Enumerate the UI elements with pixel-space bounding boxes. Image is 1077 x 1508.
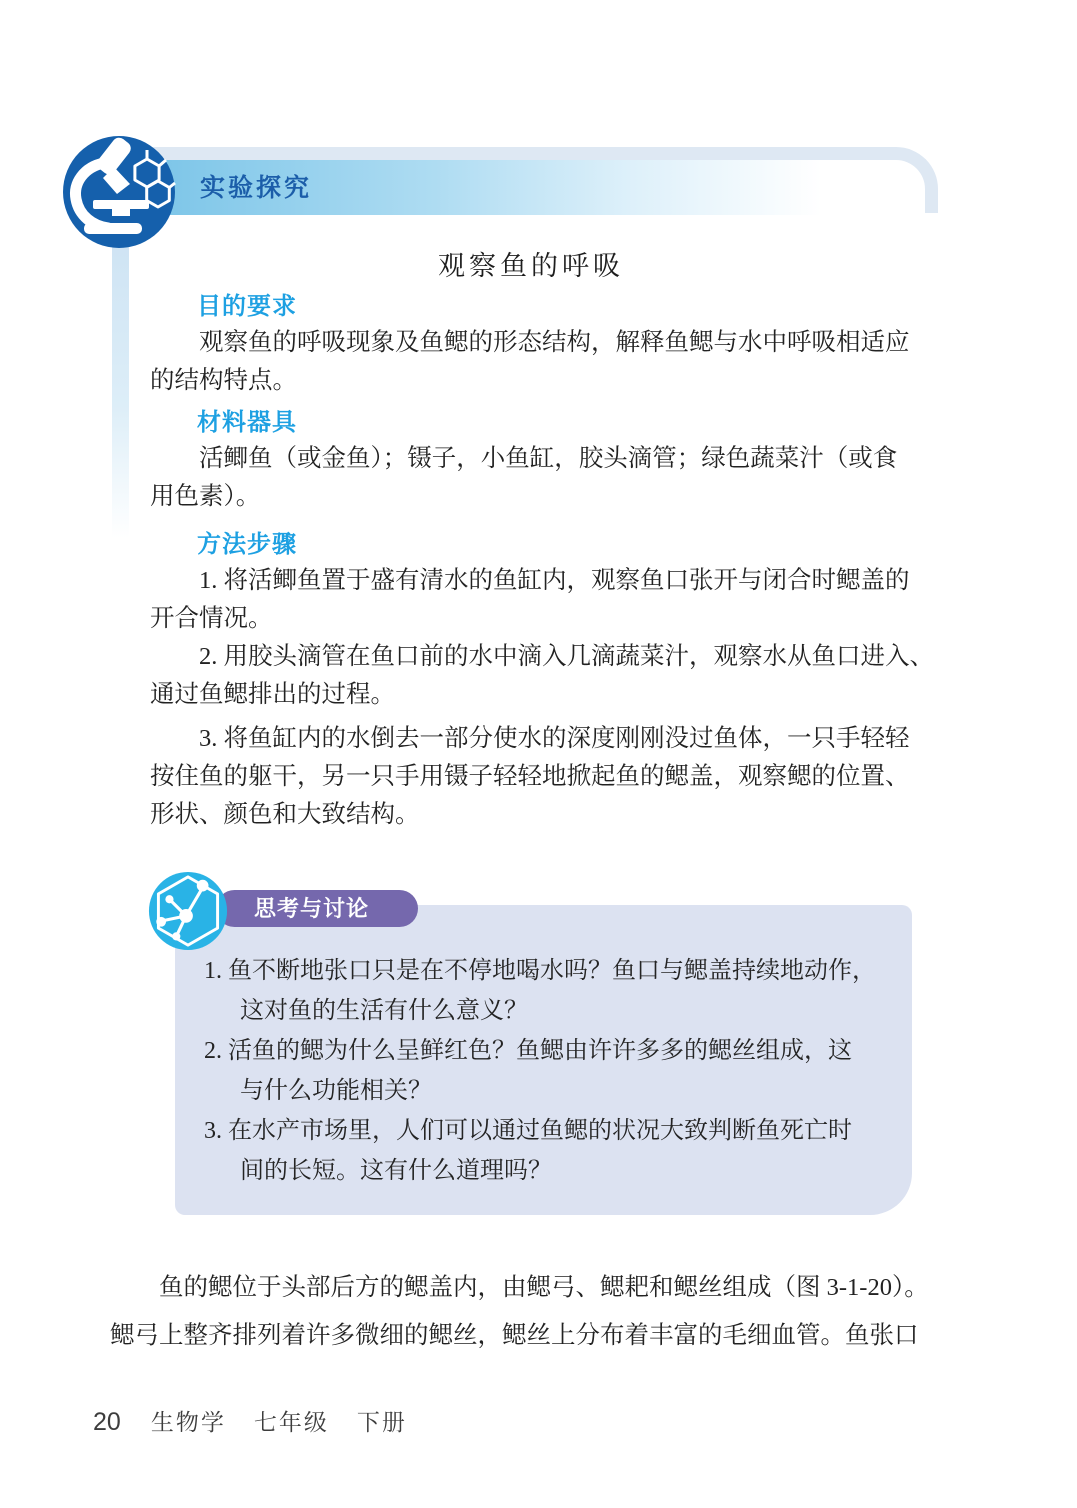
experiment-title: 观察鱼的呼吸 xyxy=(438,251,624,281)
discussion-question-line: 间的长短。这有什么道理吗？ xyxy=(240,1158,552,1184)
experiment-block xyxy=(150,248,934,834)
microscope-icon xyxy=(60,133,178,251)
closing-paragraph xyxy=(110,1264,934,1360)
steps-heading: 方法步骤 xyxy=(197,531,297,558)
section-banner-label: 实验探究 xyxy=(200,174,313,202)
purpose-text-line: 观察鱼的呼吸现象及鱼鳃的形态结构，解释鱼鳃与水中呼吸相适应 xyxy=(199,329,910,356)
discussion-question-line: 1. 鱼不断地张口只是在不停地喝水吗？鱼口与鳃盖持续地动作， xyxy=(204,958,876,984)
page-footer xyxy=(93,1404,435,1437)
frame-left-stripe xyxy=(112,246,129,538)
page-number: 20 xyxy=(93,1408,121,1436)
step-text-line: 开合情况。 xyxy=(150,605,273,632)
footer-book-title: 生物学 xyxy=(150,1409,226,1435)
discussion-question-line: 这对鱼的生活有什么意义？ xyxy=(240,998,528,1024)
step-text-line: 按住鱼的躯干，另一只手用镊子轻轻地掀起鱼的鳃盖，观察鳃的位置、 xyxy=(150,763,910,790)
closing-text-line: 鳃弓上整齐排列着许多微细的鳃丝，鳃丝上分布着丰富的毛细血管。鱼张口 xyxy=(110,1322,919,1349)
materials-text-line: 活鲫鱼（或金鱼）；镊子，小鱼缸，胶头滴管；绿色蔬菜汁（或食 xyxy=(199,445,898,472)
discussion-question-line: 与什么功能相关？ xyxy=(240,1078,432,1104)
step-text-line: 3. 将鱼缸内的水倒去一部分使水的深度刚刚没过鱼体，一只手轻轻 xyxy=(199,725,910,752)
discussion-question-line: 3. 在水产市场里，人们可以通过鱼鳃的状况大致判断鱼死亡时 xyxy=(204,1118,852,1144)
step-text-line: 2. 用胶头滴管在鱼口前的水中滴入几滴蔬菜汁，观察水从鱼口进入、 xyxy=(199,643,934,670)
step-text-line: 通过鱼鳃排出的过程。 xyxy=(150,681,395,708)
step-text-line: 1. 将活鲫鱼置于盛有清水的鱼缸内，观察鱼口张开与闭合时鳃盖的 xyxy=(199,567,910,594)
materials-text-line: 用色素）。 xyxy=(150,483,261,510)
footer-volume: 下册 xyxy=(356,1409,407,1435)
discussion-question-line: 2. 活鱼的鳃为什么呈鲜红色？鱼鳃由许许多多的鳃丝组成，这 xyxy=(204,1038,852,1064)
materials-heading: 材料器具 xyxy=(197,409,297,436)
purpose-text-line: 的结构特点。 xyxy=(150,367,297,394)
discussion-box xyxy=(175,905,912,1215)
step-text-line: 形状、颜色和大致结构。 xyxy=(150,801,420,828)
purpose-heading: 目的要求 xyxy=(197,293,297,320)
molecule-icon xyxy=(147,870,229,952)
footer-grade: 七年级 xyxy=(253,1409,329,1435)
discussion-banner: 思考与讨论 xyxy=(216,890,418,927)
closing-text-line: 鱼的鳃位于头部后方的鳃盖内，由鳃弓、鳃耙和鳃丝组成（图 3-1-20）。 xyxy=(159,1274,929,1301)
